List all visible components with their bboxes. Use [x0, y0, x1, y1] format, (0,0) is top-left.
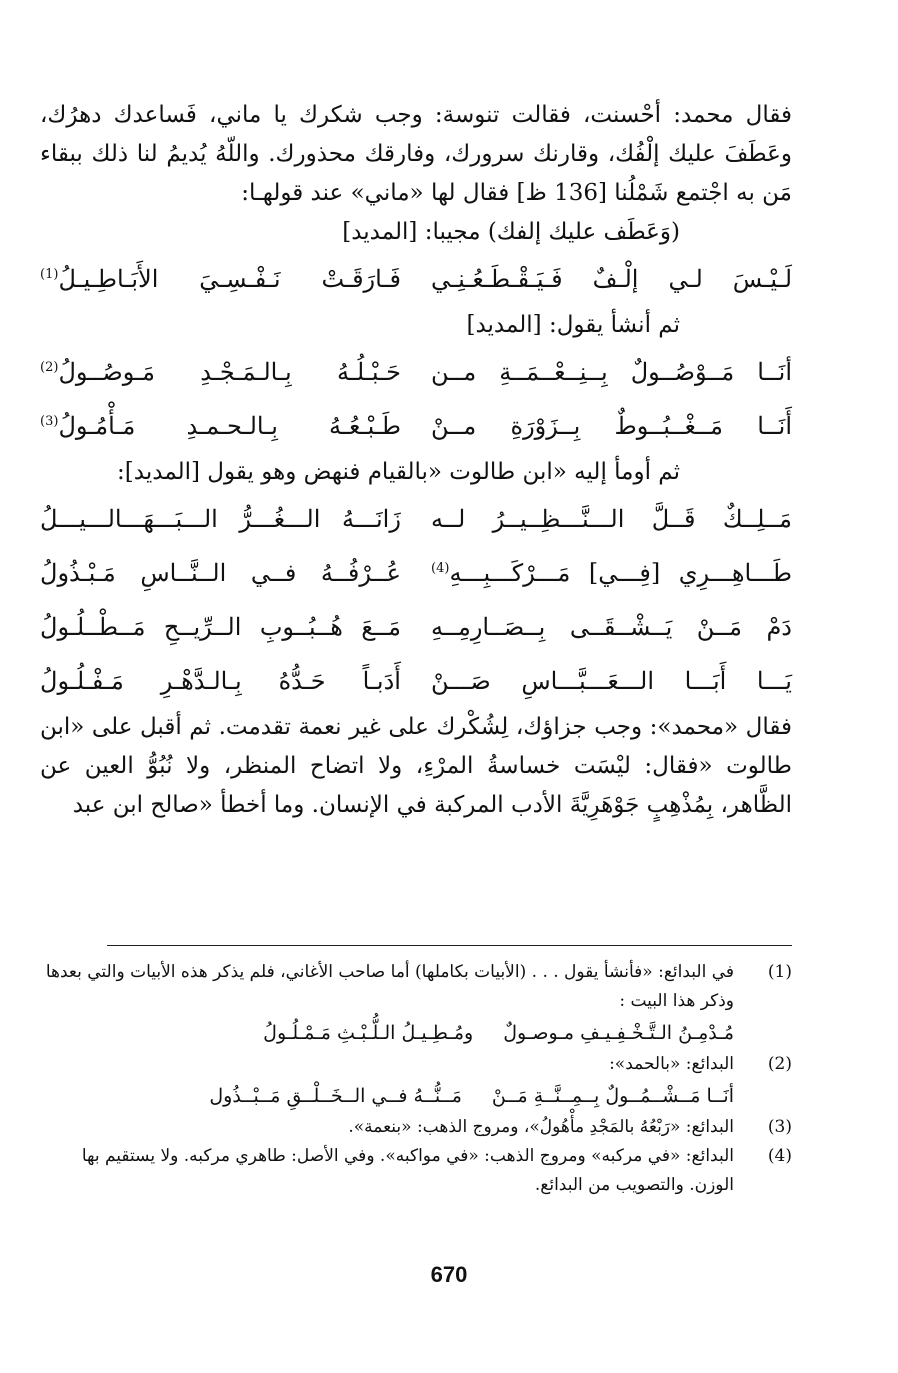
footnote-3	[40, 1113, 792, 1142]
footnote-text: البدائع: «في مركبه» ومروج الذهب: «في مواكبه». وفي الأصل: طاهري مركبه. ولا يستقيم بها الوزن. والتصويب من البدائع.	[81, 1146, 734, 1195]
verse-heading-1: (وَعَطَف عليك إلفك) مجيبا: [المديد]	[342, 219, 680, 245]
verse-hemistich-first: يَـــا أَبَـــا الـــعَـــبَّـــاسِ صَـــنْ	[431, 667, 792, 695]
footnote-marker: (1)	[40, 267, 59, 282]
footnote-verse-2	[40, 1079, 792, 1113]
verse-hemistich-second: حَـبْـلُـهُ بِـالـمَـجْـدِ مَـوصُــولُ$^{(2)}$	[40, 358, 401, 386]
verse-hemistich-second: مَــعَ هُــبُــوبِ الــرِّيــحِ مَــطْــلُـولُ	[40, 613, 401, 641]
verse-line-4	[40, 492, 792, 546]
paragraph-1: فقال محمد: أحْسنت، فقالت تنوسة: وجب شكرك يا ماني، فَساعدك دهرُك، وعَطَفَ عليك إلْفُك، وقارنك سرورك، وفارقك محذورك. واللّهُ يُديمُ لنا ذلك ببقاء مَن به اجْتمع شَمْلُنا [136 ظ] فقال لها «ماني» عند قولهـا:	[40, 102, 792, 206]
verse-hemistich-second: طَـبْـعُـهُ بِـالـحـمـدِ مَـأْمُـولُ$^{(3)}$	[40, 412, 401, 440]
verse-line-7	[40, 654, 792, 708]
footnote-2	[40, 1050, 792, 1079]
verse-line-3	[40, 399, 792, 453]
verse-hemistich-first: أنَــا مَــشْــمُــولٌ بِــمِــنَّــةِ مَــنْ	[491, 1085, 734, 1107]
verse-hemistich-first: مَــلِــكٌ قَــلَّ الـــنَّـــظِــيــرُ لــه	[431, 505, 792, 533]
verse-hemistich-first: أنَــا مَــوْصُــولٌ بِــنِــعْــمَــةِ مــن	[431, 358, 792, 386]
paragraph-2: فقال «محمد»: وجب جزاؤك، لِشُكْرك على غير نعمة تقدمت. ثم أقبل على «ابن طالوت «فقال: ليْسَت خساسةُ المرْءِ، ولا اتضاح المنظر، ولا نُبُوُّ العين عن الظَّاهر، بِمُذْهِبٍ جَوْهَرِيَّةَ الأدب المركبة في الإنسان. وما أخطأ «صالح ابن عبد	[40, 714, 792, 818]
footnote-text: في البدائع: «فأنشأ يقول . . . (الأبيات بكاملها) أما صاحب الأغاني، فلم يذكر هذه الأبيات والتي بعدها وذكر هذا البيت :	[45, 962, 734, 1011]
footnote-number: (3)	[767, 1117, 792, 1137]
verse-hemistich-first: لَـيْـسَ لـي إلْـفٌ فَـيَـقْـطَـعُـنِـي	[431, 265, 792, 293]
footnotes	[40, 958, 792, 1200]
footnote-marker: (4)	[431, 561, 450, 576]
footnote-number: (2)	[767, 1054, 792, 1074]
verse-hemistich-second: فَـارَقَـتْ نَـفْـسِـيَ الأَبَـاطِـيـلُ$^{(1)}$	[40, 265, 401, 293]
footnote-text: البدائع: «رَبْعُهُ بالمَجْدِ مأْهُولُ»، ومروج الذهب: «بنعمة».	[348, 1117, 734, 1137]
footnote-text: البدائع: «بالحمد»:	[609, 1054, 734, 1074]
footnote-verse-1	[40, 1016, 792, 1050]
verse-hemistich-first: مُـدْمِـنُ الـتَّـخْـفِـيـفِ مـوصـولٌ	[503, 1022, 734, 1044]
footnote-4	[40, 1142, 792, 1200]
footnote-number: (1)	[767, 962, 792, 982]
verse-heading-3: ثم أومأ إليه «ابن طالوت «بالقيام فنهض وهو يقول [المديد]:	[117, 459, 680, 485]
verse-line-1	[40, 252, 792, 306]
page-number: 670	[430, 1262, 468, 1287]
footnote-1	[40, 958, 792, 1016]
verse-line-5	[40, 546, 792, 600]
verse-heading-2: ثم أنشأ يقول: [المديد]	[466, 312, 680, 338]
footnote-divider	[107, 945, 792, 946]
footnote-number: (4)	[767, 1146, 792, 1166]
verse-line-6	[40, 600, 792, 654]
verse-hemistich-second: ومُـطِـيـلُ الـلُّـبْـثِ مَـمْـلُـولُ	[263, 1022, 474, 1044]
verse-hemistich-second: عُــرْفُــهُ فــي الــنَّــاسِ مَـبْـذُولُ	[40, 559, 401, 587]
verse-hemistich-second: أَدَبـاً حَـدُّهُ بِـالـدَّهْـرِ مَـفْـلُـولُ	[40, 667, 401, 695]
verse-line-2	[40, 345, 792, 399]
verse-hemistich-first: أَنَــا مَــغْــبُــوطٌ بِــزَوْرَةِ مــنْ	[431, 412, 792, 440]
verse-hemistich-second: زَانَـــهُ الـــغُـــرُّ الـــبَـــهَـــالـــيـــلُ	[40, 505, 401, 533]
verse-hemistich-second: مَــنُّــهُ فــي الــخَــلْــقِ مَــبْــذُول	[209, 1085, 462, 1107]
verse-hemistich-first: دَمْ مَــنْ يَــشْــقَــى بِــصَــارِمِــهِ	[431, 613, 792, 641]
footnote-marker: (2)	[40, 360, 59, 375]
page-body	[40, 96, 792, 825]
verse-hemistich-first: طَـــاهِـــرِي [فِـــي] مَـــرْكَـــبِـــهِ$^{(4)}$	[431, 559, 792, 587]
footnote-marker: (3)	[40, 414, 59, 429]
